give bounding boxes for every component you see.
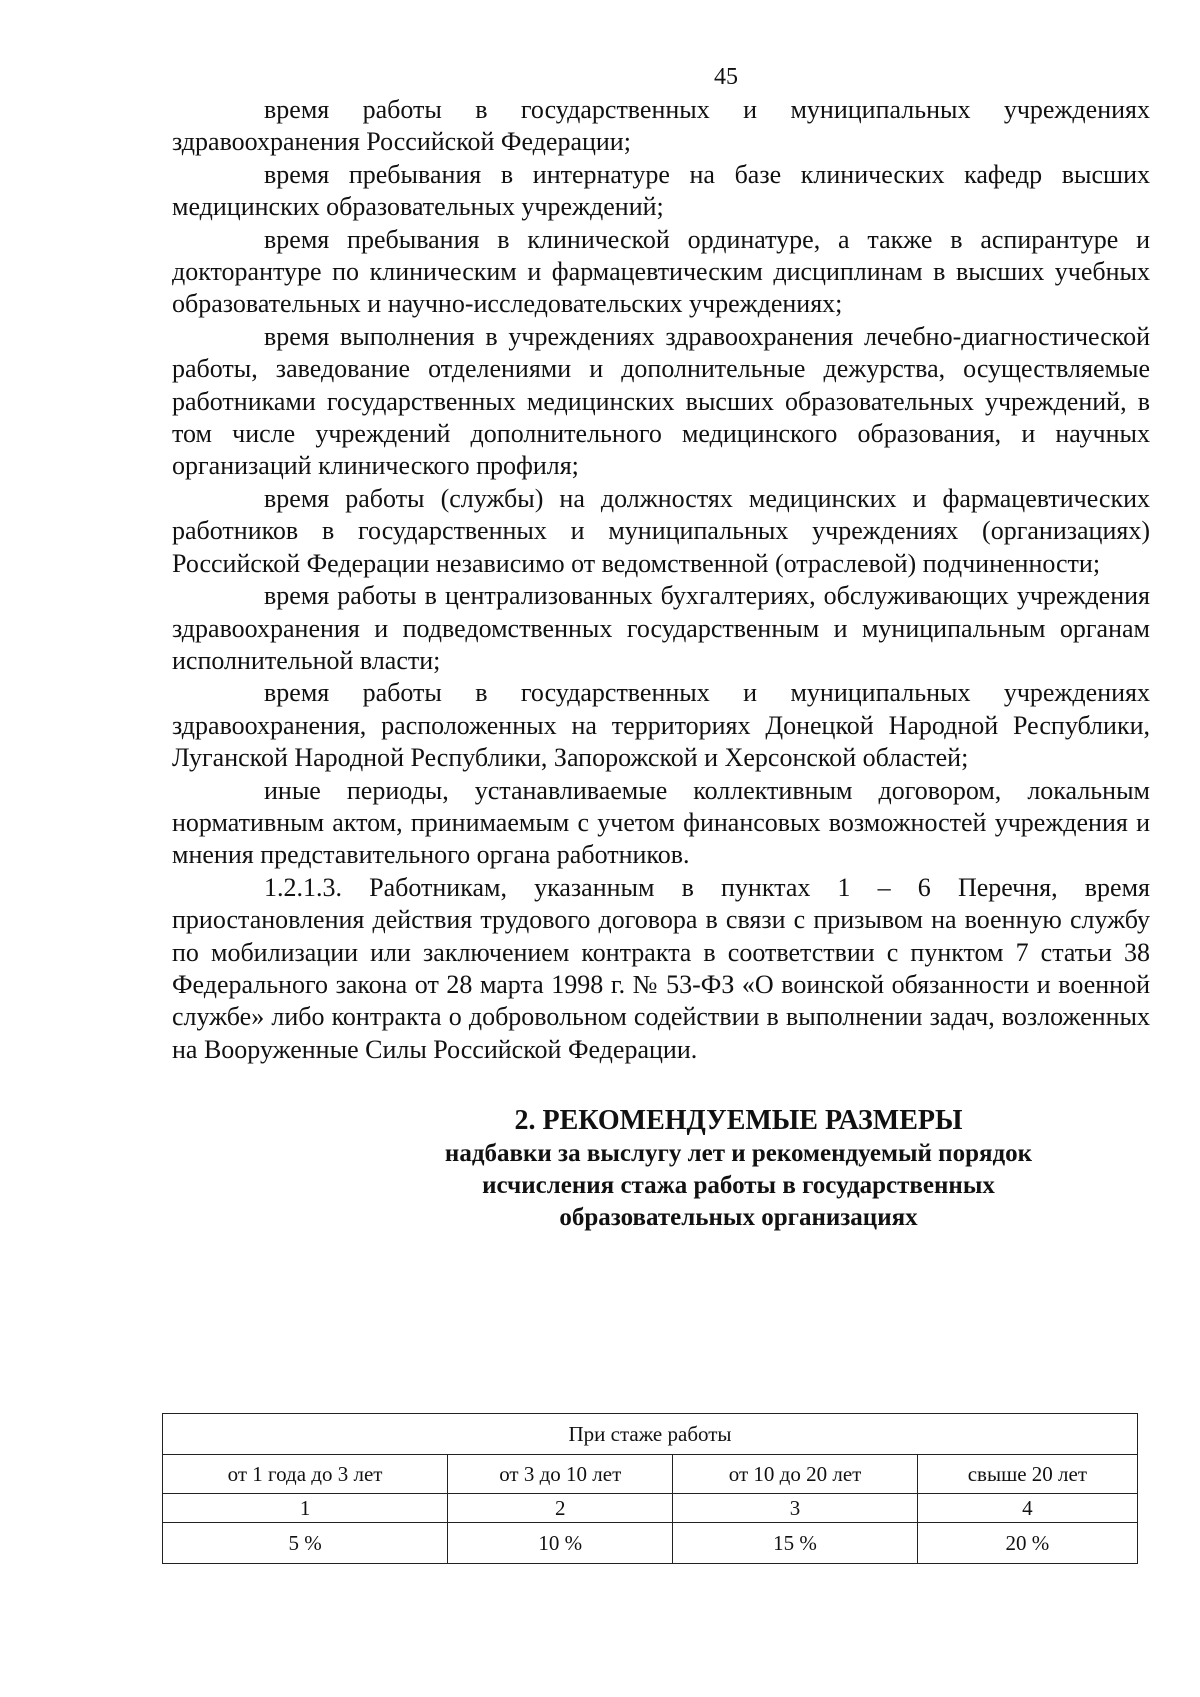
table-caption-row (163, 1414, 1138, 1455)
table-header-cell: свыше 20 лет (917, 1455, 1137, 1494)
paragraph-1: время работы в государственных и муниципальных учреждениях здравоохранения Российской Федерации; (172, 95, 1150, 157)
table-value-cell: 5 % (163, 1523, 448, 1564)
paragraph-3: время пребывания в клинической ординатуре, а также в аспирантуре и докторантуре по клиническим и фармацевтическим дисциплинам в высших учебных образовательных и научно-исследовательских учреждениях; (172, 224, 1150, 319)
table-header-row (163, 1455, 1138, 1494)
paragraph-8: иные периоды, устанавливаемые коллективным договором, локальным нормативным актом, принимаемым с учетом финансовых возможностей учреждения и мнения представительного органа работников. (172, 775, 1150, 870)
page-number: 45 (714, 64, 738, 90)
section-subheading-line-2: исчисления стажа работы в государственных (482, 1172, 995, 1200)
document-page (172, 62, 1150, 1234)
section-subheading-line-3: образовательных организациях (559, 1204, 918, 1232)
section-heading: 2. РЕКОМЕНДУЕМЫЕ РАЗМЕРЫ (514, 1105, 963, 1137)
table-number-row (163, 1494, 1138, 1523)
table-number-cell: 4 (917, 1494, 1137, 1523)
paragraph-9: 1.2.1.3. Работникам, указанным в пунктах 1 – 6 Перечня, время приостановления действия трудового договора в связи с призывом на военную службу по мобилизации или заключением контракта в соответствии с пунктом 7 статьи 38 Федерального закона от 28 марта 1998 г. № 53-ФЗ «О воинской обязанности и военной службе» либо контракта о добровольном содействии в выполнении задач, возложенных на Вооруженные Силы Российской Федерации. (172, 872, 1150, 1064)
allowance-table (162, 1413, 1138, 1564)
table-header-cell: от 1 года до 3 лет (163, 1455, 448, 1494)
section-subheading-line-1: надбавки за выслугу лет и рекомендуемый порядок (444, 1140, 1033, 1168)
table-header-cell: от 10 до 20 лет (673, 1455, 917, 1494)
table-number-cell: 3 (673, 1494, 917, 1523)
table-header-cell: от 3 до 10 лет (448, 1455, 673, 1494)
table-value-cell: 10 % (448, 1523, 673, 1564)
paragraph-2: время пребывания в интернатуре на базе клинических кафедр высших медицинских образовательных учреждений; (172, 159, 1150, 222)
table-number-cell: 1 (163, 1494, 448, 1523)
table-number-cell: 2 (448, 1494, 673, 1523)
table-value-row (163, 1523, 1138, 1564)
table-value-cell: 20 % (917, 1523, 1137, 1564)
table-value-cell: 15 % (673, 1523, 917, 1564)
paragraph-7: время работы в государственных и муниципальных учреждениях здравоохранения, расположенных на территориях Донецкой Народной Республики, Луганской Народной Республики, Запорожской и Херсонской областей; (172, 678, 1150, 773)
paragraph-5: время работы (службы) на должностях медицинских и фармацевтических работников в государственных и муниципальных учреждениях (организациях) Российской Федерации независимо от ведомственной (отраслевой) подчиненности; (172, 483, 1150, 578)
table-caption: При стаже работы (163, 1414, 1138, 1455)
paragraph-4: время выполнения в учреждениях здравоохранения лечебно-диагностической работы, заведование отделениями и дополнительные дежурства, осуществляемые работниками государственных медицинских высших образовательных учреждений, в том числе учреждений дополнительного медицинского образования, и научных организаций клинического профиля; (172, 321, 1150, 481)
paragraph-6: время работы в централизованных бухгалтериях, обслуживающих учреждения здравоохранения и подведомственных государственным и муниципальным органам исполнительной власти; (172, 581, 1150, 675)
